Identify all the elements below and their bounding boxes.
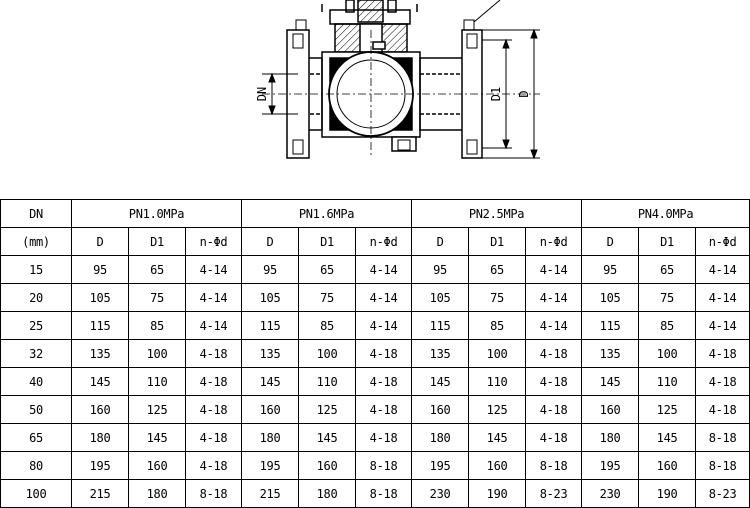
table-cell: 160	[72, 396, 129, 424]
table-cell: 95	[242, 256, 299, 284]
table-cell: 95	[72, 256, 129, 284]
table-row	[1, 256, 750, 284]
table-cell: 145	[242, 368, 299, 396]
table-cell: 195	[412, 452, 469, 480]
table-cell: 110	[129, 368, 186, 396]
table-cell: 100	[639, 340, 696, 368]
table-cell: 85	[469, 312, 526, 340]
table-row	[1, 480, 750, 508]
dn-header: DN	[1, 200, 72, 228]
table-cell: 125	[299, 396, 356, 424]
table-cell: 95	[582, 256, 639, 284]
group-header-pn25: PN2.5MPa	[412, 200, 582, 228]
group-header-pn10: PN1.0MPa	[72, 200, 242, 228]
table-cell: 8-18	[186, 480, 242, 508]
table-cell: 4-14	[356, 284, 412, 312]
table-cell: 135	[242, 340, 299, 368]
table-cell: 145	[582, 368, 639, 396]
table-cell: 180	[582, 424, 639, 452]
table-cell: 65	[129, 256, 186, 284]
table-cell: 4-14	[526, 256, 582, 284]
table-cell: 160	[412, 396, 469, 424]
table-cell: 215	[242, 480, 299, 508]
table-cell: 115	[582, 312, 639, 340]
table-row	[1, 340, 750, 368]
table-cell: 145	[412, 368, 469, 396]
d1-dimension-label: D1	[489, 86, 503, 102]
table-cell: 180	[129, 480, 186, 508]
table-cell: 4-14	[526, 284, 582, 312]
dn-cell: 40	[1, 368, 72, 396]
table-cell: 4-18	[526, 396, 582, 424]
table-cell: 145	[129, 424, 186, 452]
table-cell: 180	[242, 424, 299, 452]
table-header-row-groups	[1, 200, 750, 228]
column-header-bolts: n-Φd	[696, 228, 750, 256]
table-cell: 4-18	[696, 396, 750, 424]
table-cell: 135	[412, 340, 469, 368]
table-cell: 195	[242, 452, 299, 480]
table-cell: 4-18	[526, 424, 582, 452]
column-header-bolts: n-Φd	[356, 228, 412, 256]
dn-cell: 50	[1, 396, 72, 424]
table-cell: 75	[469, 284, 526, 312]
table-cell: 8-23	[696, 480, 750, 508]
table-cell: 4-18	[356, 424, 412, 452]
dimension-table	[0, 199, 750, 508]
table-cell: 230	[412, 480, 469, 508]
valve-body	[262, 0, 540, 158]
table-cell: 145	[299, 424, 356, 452]
table-row	[1, 424, 750, 452]
table-cell: 4-14	[356, 312, 412, 340]
table-cell: 105	[72, 284, 129, 312]
dn-cell: 32	[1, 340, 72, 368]
table-cell: 180	[72, 424, 129, 452]
table-cell: 190	[469, 480, 526, 508]
table-cell: 195	[582, 452, 639, 480]
table-cell: 4-18	[186, 452, 242, 480]
table-cell: 8-23	[526, 480, 582, 508]
table-cell: 75	[299, 284, 356, 312]
table-row	[1, 368, 750, 396]
table-cell: 105	[582, 284, 639, 312]
column-header-d1: D1	[129, 228, 186, 256]
column-header-d: D	[412, 228, 469, 256]
table-cell: 65	[469, 256, 526, 284]
table-cell: 125	[469, 396, 526, 424]
table-cell: 195	[72, 452, 129, 480]
table-cell: 100	[469, 340, 526, 368]
table-cell: 8-18	[356, 480, 412, 508]
table-cell: 145	[469, 424, 526, 452]
table-cell: 4-14	[696, 284, 750, 312]
d-dimension-label: D	[517, 90, 531, 98]
table-cell: 4-18	[696, 368, 750, 396]
table-cell: 160	[299, 452, 356, 480]
dn-cell: 20	[1, 284, 72, 312]
column-header-d1: D1	[299, 228, 356, 256]
group-header-pn40: PN4.0MPa	[582, 200, 750, 228]
table-cell: 110	[639, 368, 696, 396]
table-cell: 4-18	[186, 396, 242, 424]
group-header-pn16: PN1.6MPa	[242, 200, 412, 228]
table-header-row-columns	[1, 228, 750, 256]
table-row	[1, 396, 750, 424]
table-row	[1, 284, 750, 312]
table-cell: 180	[412, 424, 469, 452]
dn-dimension-label: DN	[255, 86, 269, 102]
table-cell: 65	[639, 256, 696, 284]
table-cell: 4-14	[186, 284, 242, 312]
table-row	[1, 452, 750, 480]
table-cell: 160	[242, 396, 299, 424]
table-cell: 4-14	[526, 312, 582, 340]
dn-cell: 100	[1, 480, 72, 508]
table-cell: 180	[299, 480, 356, 508]
table-cell: 8-18	[356, 452, 412, 480]
table-cell: 105	[412, 284, 469, 312]
table-cell: 4-14	[186, 256, 242, 284]
table-cell: 115	[72, 312, 129, 340]
table-cell: 4-18	[186, 340, 242, 368]
table-cell: 4-14	[356, 256, 412, 284]
table-cell: 4-14	[696, 256, 750, 284]
table-cell: 75	[639, 284, 696, 312]
table-cell: 105	[242, 284, 299, 312]
table-cell: 230	[582, 480, 639, 508]
column-header-d: D	[582, 228, 639, 256]
table-cell: 135	[72, 340, 129, 368]
table-cell: 85	[299, 312, 356, 340]
table-cell: 4-14	[696, 312, 750, 340]
table-cell: 75	[129, 284, 186, 312]
dn-cell: 25	[1, 312, 72, 340]
table-cell: 8-18	[696, 452, 750, 480]
table-cell: 4-18	[186, 368, 242, 396]
table-cell: 145	[72, 368, 129, 396]
dn-cell: 65	[1, 424, 72, 452]
table-cell: 125	[639, 396, 696, 424]
table-cell: 190	[639, 480, 696, 508]
table-cell: 65	[299, 256, 356, 284]
table-cell: 4-18	[696, 340, 750, 368]
table-cell: 85	[639, 312, 696, 340]
table-cell: 4-18	[186, 424, 242, 452]
table-cell: 4-18	[356, 368, 412, 396]
table-cell: 145	[639, 424, 696, 452]
dn-cell: 15	[1, 256, 72, 284]
table-cell: 110	[469, 368, 526, 396]
column-header-d1: D1	[639, 228, 696, 256]
table-cell: 160	[469, 452, 526, 480]
table-cell: 4-18	[526, 340, 582, 368]
table-cell: 160	[129, 452, 186, 480]
table-cell: 100	[129, 340, 186, 368]
table-cell: 110	[299, 368, 356, 396]
column-header-bolts: n-Φd	[526, 228, 582, 256]
table-cell: 8-18	[526, 452, 582, 480]
table-cell: 8-18	[696, 424, 750, 452]
table-cell: 95	[412, 256, 469, 284]
dn-unit: (mm)	[1, 228, 72, 256]
table-cell: 100	[299, 340, 356, 368]
table-cell: 4-18	[526, 368, 582, 396]
table-cell: 125	[129, 396, 186, 424]
column-header-d: D	[242, 228, 299, 256]
table-cell: 160	[639, 452, 696, 480]
table-cell: 160	[582, 396, 639, 424]
table-cell: 135	[582, 340, 639, 368]
column-header-d1: D1	[469, 228, 526, 256]
column-header-bolts: n-Φd	[186, 228, 242, 256]
table-cell: 85	[129, 312, 186, 340]
table-cell: 4-18	[356, 340, 412, 368]
table-cell: 215	[72, 480, 129, 508]
column-header-d: D	[72, 228, 129, 256]
table-cell: 115	[242, 312, 299, 340]
table-cell: 4-18	[356, 396, 412, 424]
table-cell: 4-14	[186, 312, 242, 340]
table-cell: 115	[412, 312, 469, 340]
table-row	[1, 312, 750, 340]
dn-cell: 80	[1, 452, 72, 480]
valve-drawing	[0, 0, 750, 200]
